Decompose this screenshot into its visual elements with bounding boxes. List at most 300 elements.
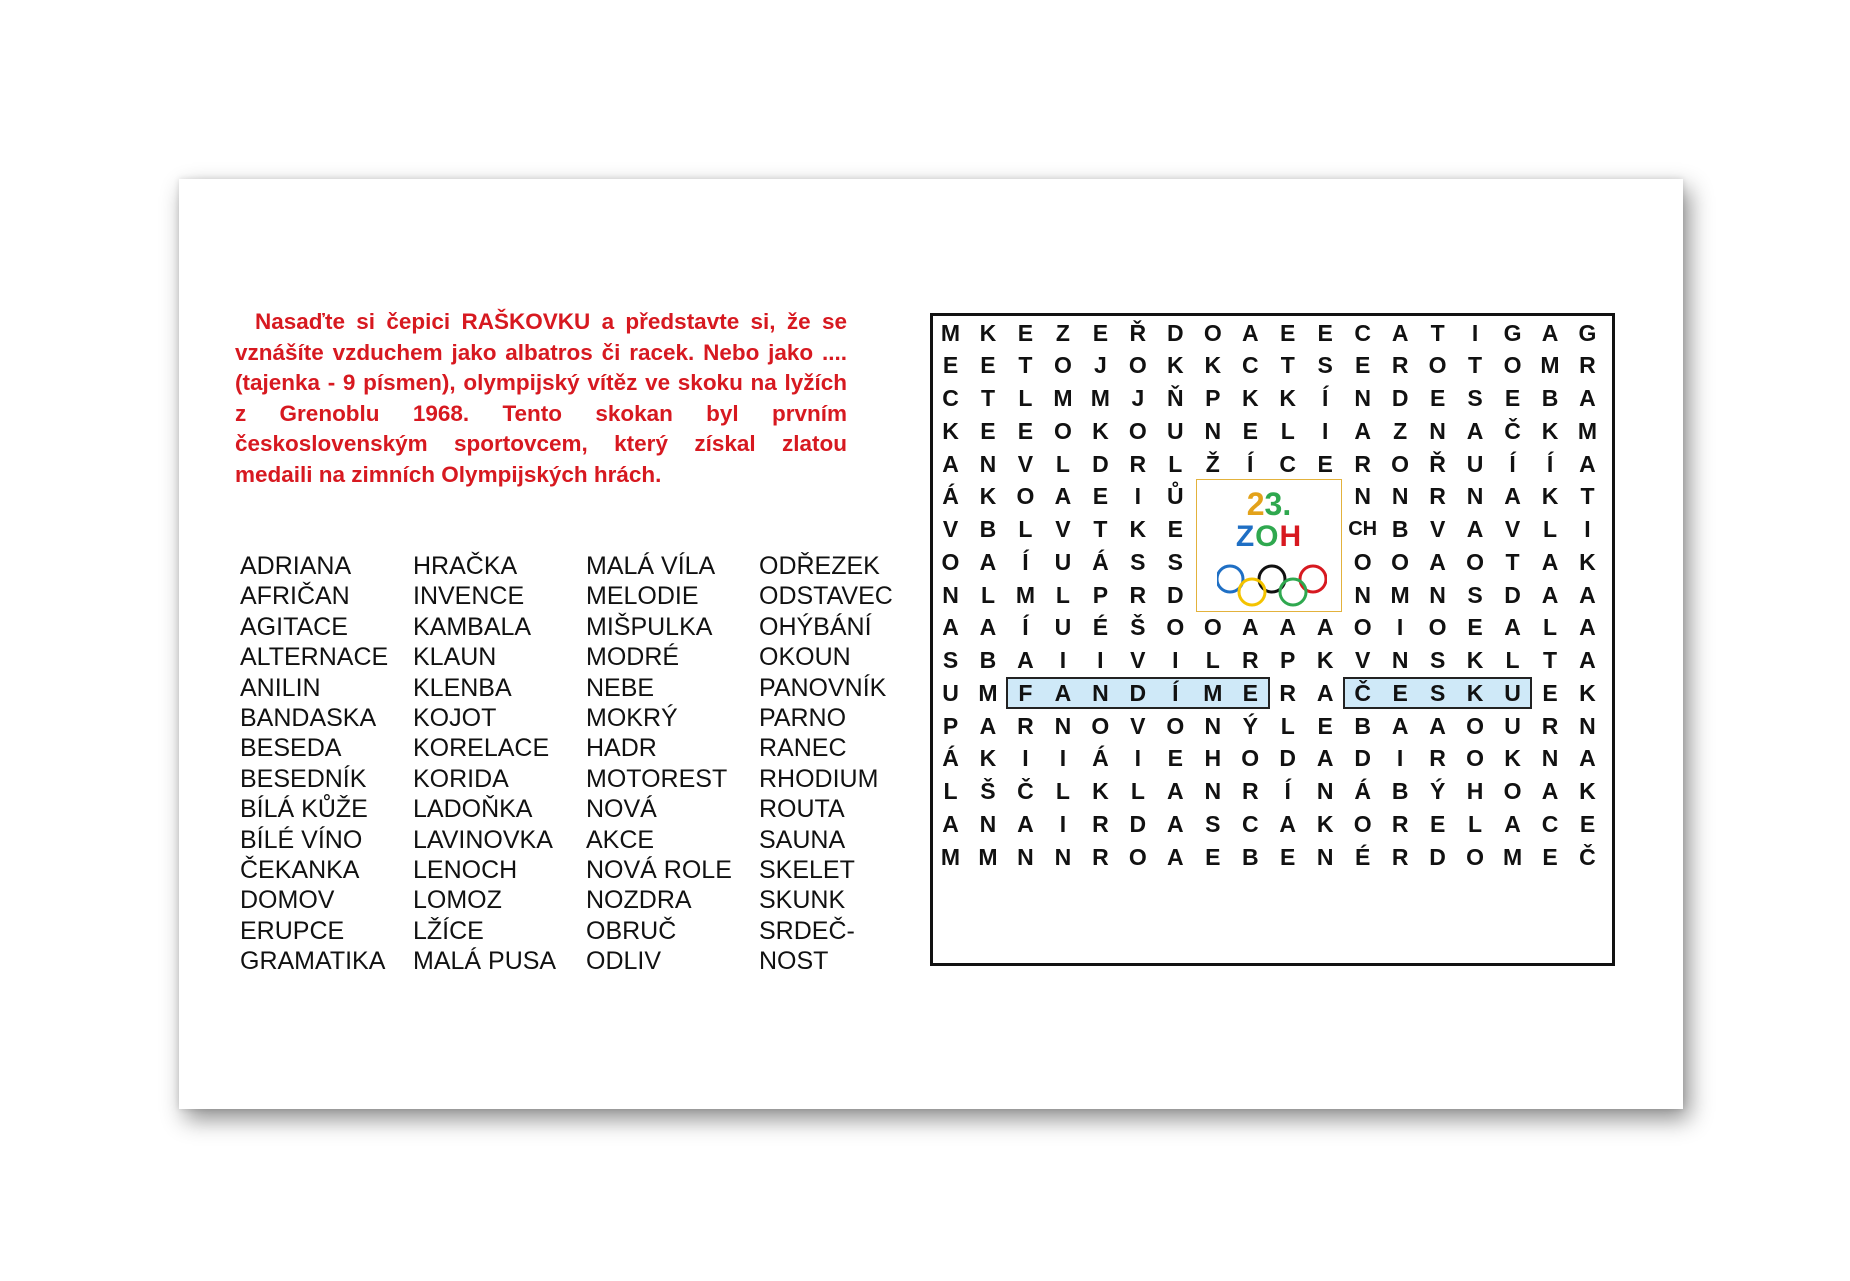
grid-letter: H — [1204, 745, 1222, 772]
grid-letter: R — [1429, 483, 1446, 510]
grid-letter: Z — [1055, 319, 1070, 346]
word-list-item: MIŠPULKA — [586, 612, 713, 641]
grid-letter: Ř — [1129, 319, 1147, 346]
grid-letter: V — [1429, 516, 1446, 542]
grid-letter: L — [1468, 810, 1483, 837]
grid-letter: Č — [1579, 843, 1596, 870]
grid-letter: A — [1579, 581, 1596, 608]
grid-letter: N — [1541, 745, 1559, 772]
grid-letter: T — [980, 385, 995, 411]
grid-letter: A — [1316, 745, 1334, 772]
grid-letter: E — [1317, 712, 1333, 739]
grid-letter: R — [1092, 843, 1109, 870]
grid-letter: M — [1577, 417, 1598, 444]
word-list-column — [759, 551, 899, 977]
logo-number-char: 2 — [1246, 486, 1265, 523]
logo-number — [1197, 486, 1341, 523]
grid-letter: N — [1579, 712, 1596, 739]
word-list-item: BESEDNÍK — [240, 764, 367, 793]
grid-letter: N — [1391, 483, 1409, 510]
olympic-ring — [1280, 579, 1306, 605]
word-list-item: LENOCH — [413, 856, 518, 885]
grid-letter: L — [1280, 712, 1295, 739]
grid-letter: K — [1204, 352, 1222, 379]
word-list-item: HRAČKA — [413, 552, 518, 580]
grid-letter: P — [1280, 647, 1296, 673]
grid-letter: A — [1279, 614, 1297, 641]
logo-zoh-letter: Z — [1235, 520, 1256, 554]
grid-letter: O — [1391, 548, 1410, 575]
grid-letter: R — [1129, 450, 1147, 477]
grid-letter: K — [1279, 385, 1297, 411]
logo-zoh — [1197, 520, 1341, 554]
grid-letter: M — [1502, 843, 1523, 870]
grid-letter: T — [1093, 516, 1108, 542]
grid-letter: A — [1504, 483, 1521, 510]
grid-letter: D — [1504, 581, 1521, 608]
grid-letter: O — [1128, 417, 1147, 444]
grid-letter: E — [1280, 319, 1296, 346]
grid-letter: Ů — [1167, 483, 1184, 510]
word-list-item: MELODIE — [586, 582, 699, 611]
grid-letter: S — [1167, 548, 1183, 575]
word-list-item: MODRÉ — [586, 643, 680, 672]
grid-letter: I — [1059, 647, 1067, 673]
grid-letter: O — [1053, 417, 1072, 444]
grid-letter: K — [1092, 778, 1109, 804]
grid-letter: Á — [1092, 745, 1109, 772]
grid-letter: I — [1022, 745, 1029, 772]
grid-letter: M — [940, 843, 961, 870]
word-list-item: ROUTA — [759, 795, 845, 824]
word-list-item: ALTERNACE — [240, 643, 389, 672]
grid-letter: A — [1279, 810, 1297, 837]
grid-letter: R — [1241, 778, 1259, 804]
word-list-item: MOKRÝ — [586, 704, 678, 733]
grid-letter: B — [1391, 778, 1409, 804]
olympic-ring — [1239, 579, 1265, 605]
word-list-item: BESEDA — [240, 734, 342, 763]
grid-letter: D — [1429, 843, 1446, 870]
grid-letter: O — [1503, 778, 1522, 804]
grid-letter: A — [942, 810, 959, 837]
grid-letter: O — [1203, 319, 1222, 346]
grid-letter: E — [1542, 679, 1558, 706]
grid-letter: M — [978, 843, 998, 870]
word-list-item: PANOVNÍK — [759, 673, 887, 702]
grid-letter: O — [1466, 712, 1485, 739]
logo-number-char: 3 — [1264, 486, 1283, 523]
grid-letter: T — [1468, 352, 1483, 379]
word-list-item: LADOŇKA — [413, 795, 533, 824]
grid-letter: I — [1097, 647, 1104, 673]
word-list-item: KORELACE — [413, 734, 550, 763]
grid-letter: D — [1391, 385, 1409, 411]
word-list-item: RANEC — [759, 734, 847, 763]
grid-letter: N — [1354, 483, 1371, 510]
word-list-item: ERUPCE — [240, 916, 345, 945]
grid-letter: E — [1017, 319, 1034, 346]
grid-letter: A — [1017, 810, 1034, 837]
grid-letter: V — [942, 516, 959, 542]
grid-letter: H — [1466, 778, 1484, 804]
grid-letter: A — [1579, 647, 1596, 673]
word-list-item: RHODIUM — [759, 764, 879, 793]
grid-letter: E — [1317, 450, 1333, 477]
grid-letter: A — [979, 712, 997, 739]
grid-letter: A — [1504, 614, 1521, 641]
word-list-item: OKOUN — [759, 643, 851, 672]
word-list-item: KAMBALA — [413, 612, 532, 641]
grid-letter: A — [1316, 614, 1334, 641]
grid-letter: I — [1059, 810, 1067, 837]
word-list-item: LAVINOVKA — [413, 825, 553, 854]
grid-letter: A — [1167, 843, 1184, 870]
word-list-item: INVENCE — [413, 582, 525, 611]
grid-letter: V — [1017, 450, 1034, 477]
word-list-item: LOMOZ — [413, 886, 502, 915]
grid-letter: Á — [1092, 548, 1109, 575]
grid-letter: O — [1353, 614, 1372, 641]
grid-letter: I — [1584, 516, 1591, 542]
word-list-item: SKUNK — [759, 886, 846, 915]
word-list-item: AFRIČAN — [240, 582, 350, 611]
grid-letter: R — [1391, 352, 1409, 379]
grid-letter: R — [1092, 810, 1109, 837]
grid-letter: E — [1092, 483, 1109, 510]
grid-letter: A — [1504, 810, 1521, 837]
grid-letter: S — [1467, 581, 1483, 608]
grid-letter: E — [1579, 810, 1596, 837]
grid-letter: O — [1241, 745, 1260, 772]
grid-letter: J — [1093, 352, 1107, 379]
grid-letter: S — [1467, 385, 1483, 411]
grid-letter: L — [980, 581, 995, 608]
grid-letter: A — [1541, 548, 1559, 575]
grid-letter: O — [1091, 712, 1110, 739]
word-list-item: PARNO — [759, 704, 847, 733]
grid-letter: N — [1054, 712, 1072, 739]
grid-letter: Í — [1321, 385, 1329, 411]
grid-letter: R — [1241, 647, 1259, 673]
grid-letter: É — [1354, 843, 1371, 870]
word-list-column — [240, 551, 413, 977]
grid-letter: R — [1579, 352, 1596, 379]
grid-letter: S — [1317, 352, 1333, 379]
grid-letter: R — [1354, 450, 1371, 477]
grid-letter: R — [1129, 581, 1147, 608]
grid-letter: P — [942, 712, 959, 739]
grid-letter: E — [942, 352, 959, 379]
grid-letter: U — [1167, 417, 1184, 444]
grid-letter: A — [979, 548, 997, 575]
grid-letter: A — [1541, 778, 1559, 804]
word-list-item: AKCE — [586, 825, 655, 854]
intro-paragraph: Nasaďte si čepici RAŠKOVKU a představte si, že se vznášíte vzduchem jako albatros či racek. Nebo jako .... (tajenka - 9 písmen), olympijský vítěz ve skoku na lyžích z Grenoblu 1968. Tento skokan byl prvním československým sportovcem, který získal zlatou medaili na zimních Olympijských hrách. — [235, 309, 847, 487]
grid-letter: F — [1018, 679, 1033, 706]
grid-letter: S — [1205, 810, 1221, 837]
grid-letter: K — [1241, 385, 1259, 411]
word-list-item: KLAUN — [413, 643, 497, 672]
grid-letter: S — [1429, 679, 1446, 706]
logo-number-char: . — [1282, 486, 1292, 523]
grid-letter: K — [979, 319, 997, 346]
grid-letter: C — [1241, 810, 1259, 837]
grid-letter: L — [1542, 516, 1558, 542]
grid-letter: R — [1429, 745, 1446, 772]
grid-letter: K — [1316, 647, 1334, 673]
grid-letter: Č — [1504, 417, 1521, 444]
word-list-item: ČEKANKA — [240, 856, 360, 885]
grid-letter: N — [1391, 647, 1409, 673]
grid-letter: A — [1579, 614, 1596, 641]
grid-letter: O — [941, 548, 960, 575]
grid-letter: A — [1391, 319, 1409, 346]
grid-letter: E — [1467, 614, 1483, 641]
grid-letter: N — [1092, 679, 1109, 706]
grid-letter: K — [1129, 516, 1147, 542]
grid-letter: E — [1280, 843, 1296, 870]
grid-letter: I — [1396, 614, 1404, 641]
grid-letter: N — [979, 810, 997, 837]
grid-letter: CH — [1348, 518, 1378, 540]
word-list-item: DOMOV — [240, 886, 335, 915]
grid-letter: U — [942, 679, 959, 706]
word-list-item: LŽÍCE — [413, 916, 484, 945]
grid-letter: A — [1167, 810, 1184, 837]
word-list-item: KOJOT — [413, 704, 497, 733]
grid-letter: A — [1167, 778, 1184, 804]
word-list-item: NEBE — [586, 673, 655, 702]
word-list-item: SAUNA — [759, 825, 846, 854]
grid-letter: Č — [1017, 778, 1034, 804]
grid-letter: N — [1204, 712, 1222, 739]
grid-letter: K — [942, 417, 959, 444]
word-list-item: OBRUČ — [586, 916, 677, 945]
grid-letter: O — [1428, 614, 1447, 641]
grid-letter: M — [1090, 385, 1110, 411]
grid-letter: T — [1580, 483, 1595, 510]
grid-letter: R — [1017, 712, 1034, 739]
grid-letter: Ý — [1242, 712, 1258, 739]
grid-letter: K — [979, 745, 997, 772]
grid-letter: U — [1504, 712, 1521, 739]
grid-letter: N — [1429, 417, 1446, 444]
grid-letter: A — [1579, 385, 1596, 411]
grid-letter: G — [1503, 319, 1522, 346]
grid-letter: Á — [942, 483, 959, 510]
grid-letter: U — [1504, 679, 1521, 706]
grid-letter: A — [1541, 581, 1559, 608]
grid-letter: O — [1466, 548, 1485, 575]
grid-letter: A — [942, 450, 959, 477]
grid-letter: K — [1541, 417, 1559, 444]
grid-letter: L — [1168, 450, 1183, 477]
grid-letter: N — [942, 581, 959, 608]
word-list-item: NOVÁ ROLE — [586, 856, 732, 885]
grid-letter: A — [1391, 712, 1409, 739]
grid-letter: K — [1466, 679, 1484, 706]
grid-letter: O — [1353, 548, 1372, 575]
word-list-item: MALÁ VÍLA — [586, 552, 716, 580]
grid-letter: L — [943, 778, 958, 804]
grid-letter: E — [1542, 843, 1558, 870]
grid-letter: N — [1354, 385, 1371, 411]
word-search-grid — [930, 313, 1615, 966]
logo-zoh-letter: H — [1279, 520, 1303, 554]
grid-letter: I — [1134, 745, 1142, 772]
grid-letter: A — [979, 614, 997, 641]
grid-letter: N — [1429, 581, 1446, 608]
grid-letter: Í — [1284, 778, 1291, 804]
grid-letter: D — [1129, 679, 1147, 706]
word-list-column — [586, 551, 759, 977]
grid-letter: D — [1354, 745, 1371, 772]
grid-letter: A — [1316, 679, 1334, 706]
grid-letter: Ž — [1205, 450, 1220, 477]
grid-letter: D — [1279, 745, 1297, 772]
grid-letter: R — [1391, 810, 1409, 837]
grid-letter: Í — [1022, 614, 1029, 641]
grid-letter: T — [1542, 647, 1558, 673]
word-list-item: SKELET — [759, 856, 855, 885]
word-list-item: BÍLÁ KŮŽE — [240, 795, 368, 824]
grid-letter: K — [1579, 548, 1596, 575]
grid-letter: Á — [942, 745, 959, 772]
grid-letter: C — [1241, 352, 1259, 379]
word-list-item: NOZDRA — [586, 886, 692, 915]
grid-letter: C — [1541, 810, 1559, 837]
grid-letter: O — [1128, 352, 1147, 379]
grid-letter: E — [1429, 810, 1446, 837]
grid-letter: O — [1353, 810, 1372, 837]
grid-letter: M — [1203, 679, 1223, 706]
grid-letter: O — [1053, 352, 1072, 379]
grid-letter: R — [1541, 712, 1559, 739]
word-list-item: ADRIANA — [240, 552, 352, 580]
grid-letter: O — [1128, 843, 1147, 870]
grid-letter: O — [1466, 745, 1485, 772]
grid-letter: K — [1466, 647, 1484, 673]
grid-letter: T — [1505, 548, 1520, 575]
grid-letter: K — [1579, 778, 1596, 804]
grid-letter: M — [1015, 581, 1036, 608]
olympic-rings-icon — [1217, 562, 1327, 614]
grid-letter: A — [1054, 483, 1072, 510]
grid-letter: L — [1280, 417, 1295, 444]
grid-letter: N — [1354, 581, 1371, 608]
grid-letter: N — [1316, 843, 1334, 870]
word-list-item: GRAMATIKA — [240, 947, 386, 976]
word-list-item: BÍLÉ VÍNO — [240, 825, 363, 854]
grid-letter: A — [1579, 450, 1596, 477]
word-list-item: ODLIV — [586, 947, 662, 976]
grid-letter: Á — [1354, 778, 1371, 804]
grid-letter: V — [1354, 647, 1371, 673]
grid-letter: I — [1172, 647, 1179, 673]
grid-letter: N — [1204, 778, 1222, 804]
grid-letter: S — [942, 647, 959, 673]
grid-letter: C — [1279, 450, 1297, 477]
grid-letter: T — [1430, 319, 1445, 346]
grid-letter: E — [980, 352, 996, 379]
grid-letter: I — [1396, 745, 1404, 772]
word-list-column — [413, 551, 586, 977]
grid-letter: D — [1167, 319, 1184, 346]
grid-letter: A — [1429, 712, 1446, 739]
grid-letter: O — [1166, 614, 1185, 641]
grid-letter: K — [1167, 352, 1184, 379]
grid-letter: M — [940, 319, 961, 346]
grid-letter: D — [1129, 810, 1147, 837]
grid-letter: O — [1428, 352, 1447, 379]
grid-letter: S — [1130, 548, 1146, 575]
grid-letter: E — [1242, 679, 1258, 706]
grid-letter: Š — [1130, 614, 1146, 641]
zoh-logo — [1196, 479, 1342, 612]
grid-letter: P — [1092, 581, 1109, 608]
grid-letter: E — [1317, 319, 1333, 346]
word-list-item: HADR — [586, 734, 657, 763]
grid-letter: V — [1130, 712, 1146, 739]
grid-letter: Ň — [1167, 385, 1184, 411]
grid-letter: L — [1130, 778, 1145, 804]
grid-letter: L — [1018, 516, 1033, 542]
grid-letter: E — [1017, 417, 1034, 444]
grid-letter: B — [1541, 385, 1559, 411]
grid-letter: D — [1092, 450, 1109, 477]
grid-letter: Ý — [1429, 778, 1446, 804]
grid-letter: O — [1503, 352, 1522, 379]
grid-letter: V — [1130, 647, 1146, 673]
grid-letter: L — [1055, 450, 1070, 477]
grid-letter: B — [1241, 843, 1259, 870]
grid-letter: L — [1055, 581, 1070, 608]
grid-letter: E — [1167, 745, 1183, 772]
grid-letter: A — [1541, 319, 1559, 346]
grid-letter: M — [1540, 352, 1560, 379]
grid-letter: O — [1391, 450, 1410, 477]
grid-letter: O — [1016, 483, 1035, 510]
grid-letter: M — [978, 679, 998, 706]
grid-letter: I — [1134, 483, 1142, 510]
grid-letter: Í — [1509, 450, 1516, 477]
grid-letter: A — [1241, 614, 1259, 641]
word-list-item: KLENBA — [413, 673, 512, 702]
grid-letter: Ř — [1429, 450, 1446, 477]
grid-letter: Í — [1172, 679, 1179, 706]
grid-letter: Í — [1247, 450, 1254, 477]
grid-letter: A — [1429, 548, 1446, 575]
grid-letter: N — [979, 450, 997, 477]
grid-letter: A — [1466, 417, 1484, 444]
grid-letter: T — [1018, 352, 1033, 379]
grid-letter: K — [1504, 745, 1521, 772]
grid-letter: I — [1059, 745, 1067, 772]
grid-letter: B — [979, 516, 997, 542]
grid-letter: G — [1578, 319, 1597, 346]
grid-letter: K — [1092, 417, 1109, 444]
grid-letter: E — [1242, 417, 1258, 444]
grid-letter: V — [1055, 516, 1071, 542]
grid-letter: C — [1354, 319, 1371, 346]
word-list-item: KORIDA — [413, 764, 509, 793]
word-list-item: NOST — [759, 947, 829, 976]
grid-letter: B — [979, 647, 997, 673]
grid-letter: L — [1505, 647, 1520, 673]
puzzle-card — [179, 179, 1683, 1109]
grid-letter: P — [1205, 385, 1221, 411]
